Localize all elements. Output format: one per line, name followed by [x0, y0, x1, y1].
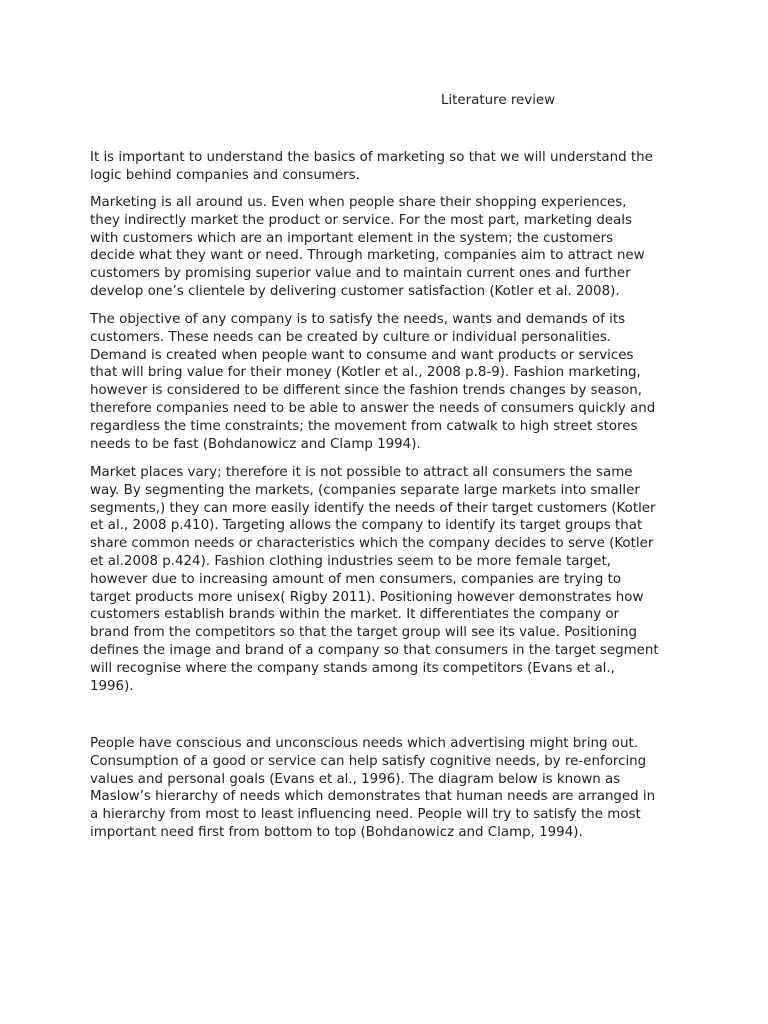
- paragraph-intro: [90, 149, 690, 185]
- text-line: however due to increasing amount of men consumers, companies are trying to: [90, 571, 622, 587]
- text-line: will recognise where the company stands among its competitors (Evans et al.,: [90, 660, 615, 676]
- text-line: segments,) they can more easily identify the needs of their target customers (Kotler: [90, 500, 656, 516]
- text-line: customers by promising superior value and to maintain current ones and further: [90, 266, 631, 282]
- text-line: customers establish brands within the market. It differentiates the company or: [90, 607, 620, 623]
- text-line: customers. These needs can be created by culture or individual personalities.: [90, 329, 612, 345]
- text-line: Consumption of a good or service can help satisfy cognitive needs, by re-enforcing: [90, 753, 647, 769]
- text-line: way. By segmenting the markets, (companies separate large markets into smaller: [90, 482, 640, 498]
- text-line: et al., 2008 p.410). Targeting allows the company to identify its target groups that: [90, 518, 643, 534]
- text-line: Maslow’s hierarchy of needs which demonstrates that human needs are arranged in: [90, 789, 656, 805]
- text-line: regardless the time constraints; the movement from catwalk to high street stores: [90, 418, 638, 434]
- text-line: 1996).: [90, 678, 134, 694]
- paragraph-objective: [90, 311, 690, 453]
- text-line: brand from the competitors so that the target group will see its value. Positioning: [90, 625, 638, 641]
- text-line: values and personal goals (Evans et al., 1996). The diagram below is known as: [90, 771, 621, 787]
- page-title: Literature review: [441, 93, 556, 108]
- text-line: a hierarchy from most to least influencing need. People will try to satisfy the most: [90, 807, 641, 823]
- text-line: Demand is created when people want to consume and want products or services: [90, 347, 634, 363]
- text-line: et al.2008 p.424). Fashion clothing industries seem to be more female target,: [90, 553, 611, 569]
- text-line: that will bring value for their money (Kotler et al., 2008 p.8-9). Fashion marketing,: [90, 365, 641, 381]
- text-line: therefore companies need to be able to answer the needs of consumers quickly and: [90, 400, 656, 416]
- text-line: People have conscious and unconscious needs which advertising might bring out.: [90, 736, 638, 751]
- text-line: It is important to understand the basics of marketing so that we will understand the: [90, 150, 653, 165]
- text-line: defines the image and brand of a company so that consumers in the target segment: [90, 642, 659, 658]
- text-line: however is considered to be different since the fashion trends changes by season,: [90, 383, 643, 399]
- text-line: needs to be fast (Bohdanowicz and Clamp 1994).: [90, 436, 421, 452]
- paragraph-segmentation: [90, 464, 690, 695]
- text-line: Marketing is all around us. Even when people share their shopping experiences,: [90, 195, 627, 210]
- text-line: target products more unisex( Rigby 2011). Positioning however demonstrates how: [90, 589, 644, 605]
- text-line: they indirectly market the product or service. For the most part, marketing deals: [90, 212, 632, 228]
- paragraph-marketing: [90, 194, 690, 301]
- text-line: The objective of any company is to satisfy the needs, wants and demands of its: [90, 312, 626, 327]
- text-line: share common needs or characteristics which the company decides to serve (Kotler: [90, 536, 654, 552]
- text-line: decide what they want or need. Through marketing, companies aim to attract new: [90, 248, 645, 264]
- text-line: Market places vary; therefore it is not possible to attract all consumers the same: [90, 465, 633, 480]
- text-line: develop one’s clientele by delivering customer satisfaction (Kotler et al. 2008).: [90, 283, 620, 299]
- text-line: with customers which are an important element in the system; the customers: [90, 230, 614, 246]
- text-line: important need first from bottom to top (Bohdanowicz and Clamp, 1994).: [90, 824, 583, 840]
- text-line: logic behind companies and consumers.: [90, 167, 360, 183]
- paragraph-needs: [90, 735, 690, 842]
